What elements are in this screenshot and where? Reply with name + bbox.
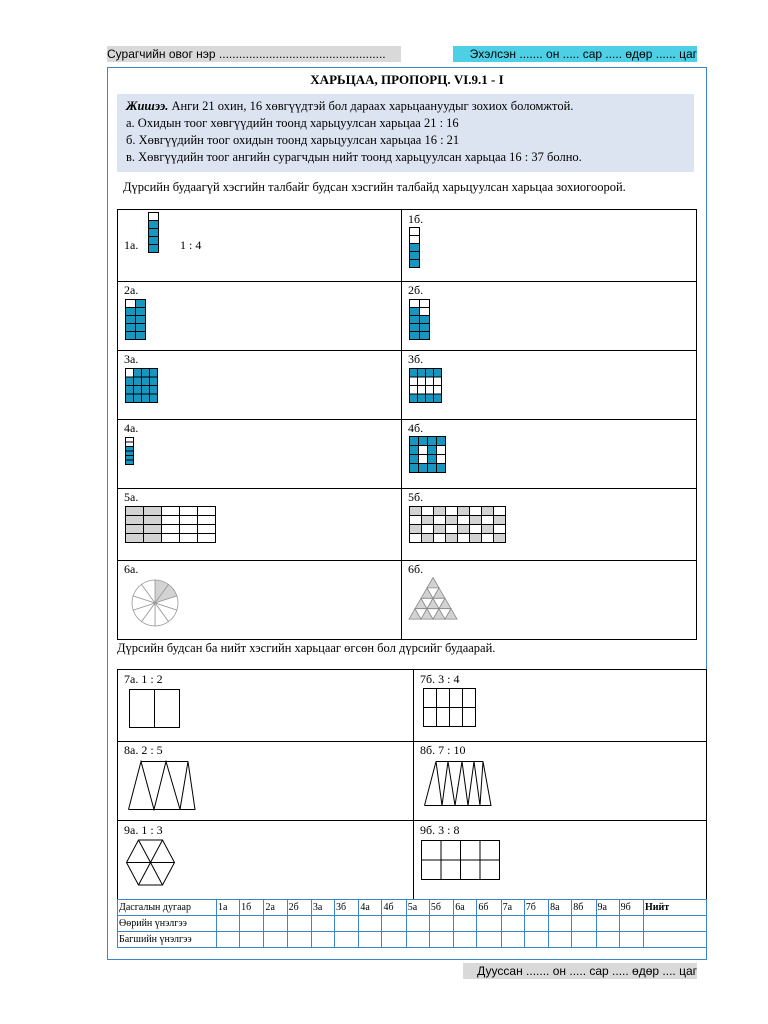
row-header: Өөрийн үнэлгээ	[118, 916, 217, 932]
score-cell[interactable]	[359, 916, 382, 932]
task-label: 7а. 1 : 2	[124, 672, 163, 686]
task-cell-3a[interactable]	[117, 350, 402, 420]
figure-6b	[409, 577, 459, 625]
task-label: 8б. 7 : 10	[420, 743, 466, 757]
column-header: 3а	[311, 900, 334, 916]
task-cell-6a[interactable]	[117, 560, 402, 640]
task-cell-8b[interactable]	[413, 741, 707, 821]
score-cell[interactable]	[619, 932, 643, 948]
score-cell[interactable]	[217, 932, 240, 948]
task-label: 5а.	[124, 490, 139, 504]
figure-2b	[409, 299, 431, 341]
task-cell-9b[interactable]	[413, 820, 707, 900]
example-line: б. Хөвгүүдийн тоог охидын тоонд харьцуулсан харьцаа 16 : 21	[126, 133, 460, 147]
figure-2a	[125, 299, 147, 341]
column-header: 2а	[264, 900, 287, 916]
figure-5a	[125, 506, 219, 544]
figure-1a	[148, 212, 160, 254]
task-label: 2б.	[408, 283, 424, 297]
score-cell[interactable]	[287, 916, 311, 932]
score-cell[interactable]	[549, 932, 572, 948]
task-cell-3b[interactable]	[401, 350, 697, 420]
score-cell[interactable]	[382, 932, 406, 948]
task-cell-4b[interactable]	[401, 419, 697, 489]
figure-7a	[129, 689, 181, 729]
task-label: 5б.	[408, 490, 424, 504]
column-header: 9а	[596, 900, 619, 916]
column-header: 9б	[619, 900, 643, 916]
score-cell[interactable]	[311, 916, 334, 932]
figure-7b	[423, 688, 477, 730]
task-cell-8a[interactable]	[117, 741, 414, 821]
score-cell[interactable]	[311, 932, 334, 948]
column-header: 8б	[572, 900, 596, 916]
score-cell[interactable]	[264, 916, 287, 932]
figure-4b	[409, 436, 447, 474]
column-header: 3б	[335, 900, 359, 916]
score-cell[interactable]	[240, 932, 264, 948]
figure-5b	[409, 506, 507, 544]
figure-4a	[125, 437, 135, 467]
score-cell[interactable]	[501, 916, 524, 932]
column-header: 5б	[429, 900, 453, 916]
end-time-field[interactable]: Дууссан ....... он ..... сар ..... өдөр .... цаг	[463, 963, 697, 979]
column-header: 4б	[382, 900, 406, 916]
score-cell[interactable]	[477, 916, 501, 932]
example-line: а. Охидын тоог хөвгүүдийн тоонд харьцуулсан харьцаа 21 : 16	[126, 116, 459, 130]
score-cell[interactable]	[406, 932, 429, 948]
example-line: Анги 21 охин, 16 хөвгүүдтэй бол дараах харьцаануудыг зохиох боломжтой.	[168, 99, 574, 113]
task-answer: 1 : 4	[180, 238, 202, 252]
figure-1b	[409, 227, 421, 269]
score-cell[interactable]	[359, 932, 382, 948]
score-cell[interactable]	[382, 916, 406, 932]
score-cell[interactable]	[572, 932, 596, 948]
task-cell-5a[interactable]	[117, 488, 402, 561]
instruction-2: Дүрсийн будсан ба нийт хэсгийн харьцааг өгсөн бол дүрсийг будаарай.	[117, 641, 496, 655]
task-label: 1а.	[124, 238, 139, 252]
score-cell[interactable]	[335, 916, 359, 932]
score-cell[interactable]	[596, 932, 619, 948]
task-label: 6б.	[408, 562, 424, 576]
student-name-field[interactable]: Сурагчийн овог нэр ..................................................	[107, 46, 401, 62]
example-line: в. Хөвгүүдийн тоог ангийн сурагчдын нийт тоонд харьцуулсан харьцаа 16 : 37 болно.	[126, 150, 582, 164]
column-header: 1б	[240, 900, 264, 916]
score-cell[interactable]	[477, 932, 501, 948]
figure-8a	[128, 761, 196, 811]
score-cell[interactable]	[264, 932, 287, 948]
task-cell-2b[interactable]	[401, 281, 697, 351]
score-cell[interactable]	[524, 932, 548, 948]
teacher-score-row	[118, 932, 707, 948]
task-cell-4a[interactable]	[117, 419, 402, 489]
score-header-row	[118, 900, 707, 916]
instruction-1: Дүрсийн будаагүй хэсгийн талбайг будсан хэсгийн талбайд харьцуулсан харьцаа зохиогоорой.	[123, 180, 626, 194]
score-cell[interactable]	[217, 916, 240, 932]
task-label: 2а.	[124, 283, 139, 297]
task-label: 8а. 2 : 5	[124, 743, 163, 757]
task-label: 9а. 1 : 3	[124, 823, 163, 837]
task-cell-6b[interactable]	[401, 560, 697, 640]
score-cell[interactable]	[524, 916, 548, 932]
score-cell[interactable]	[406, 916, 429, 932]
score-cell[interactable]	[240, 916, 264, 932]
task-label: 4а.	[124, 421, 139, 435]
task-cell-7b[interactable]	[413, 669, 707, 742]
column-header: 7б	[524, 900, 548, 916]
task-cell-1b[interactable]	[401, 209, 697, 282]
score-cell[interactable]	[644, 916, 707, 932]
task-cell-9a[interactable]	[117, 820, 414, 900]
score-cell[interactable]	[572, 916, 596, 932]
column-header: 6а	[454, 900, 477, 916]
figure-6a	[131, 579, 181, 629]
task-cell-1a[interactable]	[117, 209, 402, 282]
task-label: 6а.	[124, 562, 139, 576]
row-header: Багшийн үнэлгээ	[118, 932, 217, 948]
self-score-row	[118, 916, 707, 932]
score-cell[interactable]	[501, 932, 524, 948]
score-table	[117, 899, 707, 948]
task-label: 3а.	[124, 352, 139, 366]
score-cell[interactable]	[287, 932, 311, 948]
task-label: 4б.	[408, 421, 424, 435]
example-box	[117, 94, 694, 172]
start-time-field[interactable]: Эхэлсэн ....... он ..... сар ..... өдөр ...... цаг	[453, 46, 697, 62]
task-label: 9б. 3 : 8	[420, 823, 460, 837]
figure-3b	[409, 368, 443, 404]
column-header: 8а	[549, 900, 572, 916]
score-cell[interactable]	[619, 916, 643, 932]
figure-8b	[424, 761, 494, 807]
score-cell[interactable]	[429, 916, 453, 932]
column-header: Нийт	[644, 900, 707, 916]
score-cell[interactable]	[454, 932, 477, 948]
column-header: 6б	[477, 900, 501, 916]
task-label: 1б.	[408, 212, 424, 226]
score-cell[interactable]	[335, 932, 359, 948]
figure-3a	[125, 368, 159, 404]
task-cell-5b[interactable]	[401, 488, 697, 561]
task-label: 7б. 3 : 4	[420, 672, 460, 686]
figure-9a	[126, 839, 176, 887]
score-cell[interactable]	[644, 932, 707, 948]
task-cell-7a[interactable]	[117, 669, 414, 742]
column-header: 2б	[287, 900, 311, 916]
task-cell-2a[interactable]	[117, 281, 402, 351]
score-cell[interactable]	[429, 932, 453, 948]
example-lead: Жишээ.	[126, 99, 169, 113]
row-header: Дасгалын дугаар	[118, 900, 217, 916]
column-header: 4а	[359, 900, 382, 916]
score-cell[interactable]	[454, 916, 477, 932]
column-header: 7а	[501, 900, 524, 916]
column-header: 5а	[406, 900, 429, 916]
figure-9b	[421, 840, 501, 882]
score-cell[interactable]	[596, 916, 619, 932]
page-title: ХАРЬЦАА, ПРОПОРЦ. VI.9.1 - I	[310, 72, 504, 87]
score-cell[interactable]	[549, 916, 572, 932]
task-label: 3б.	[408, 352, 424, 366]
column-header: 1а	[217, 900, 240, 916]
